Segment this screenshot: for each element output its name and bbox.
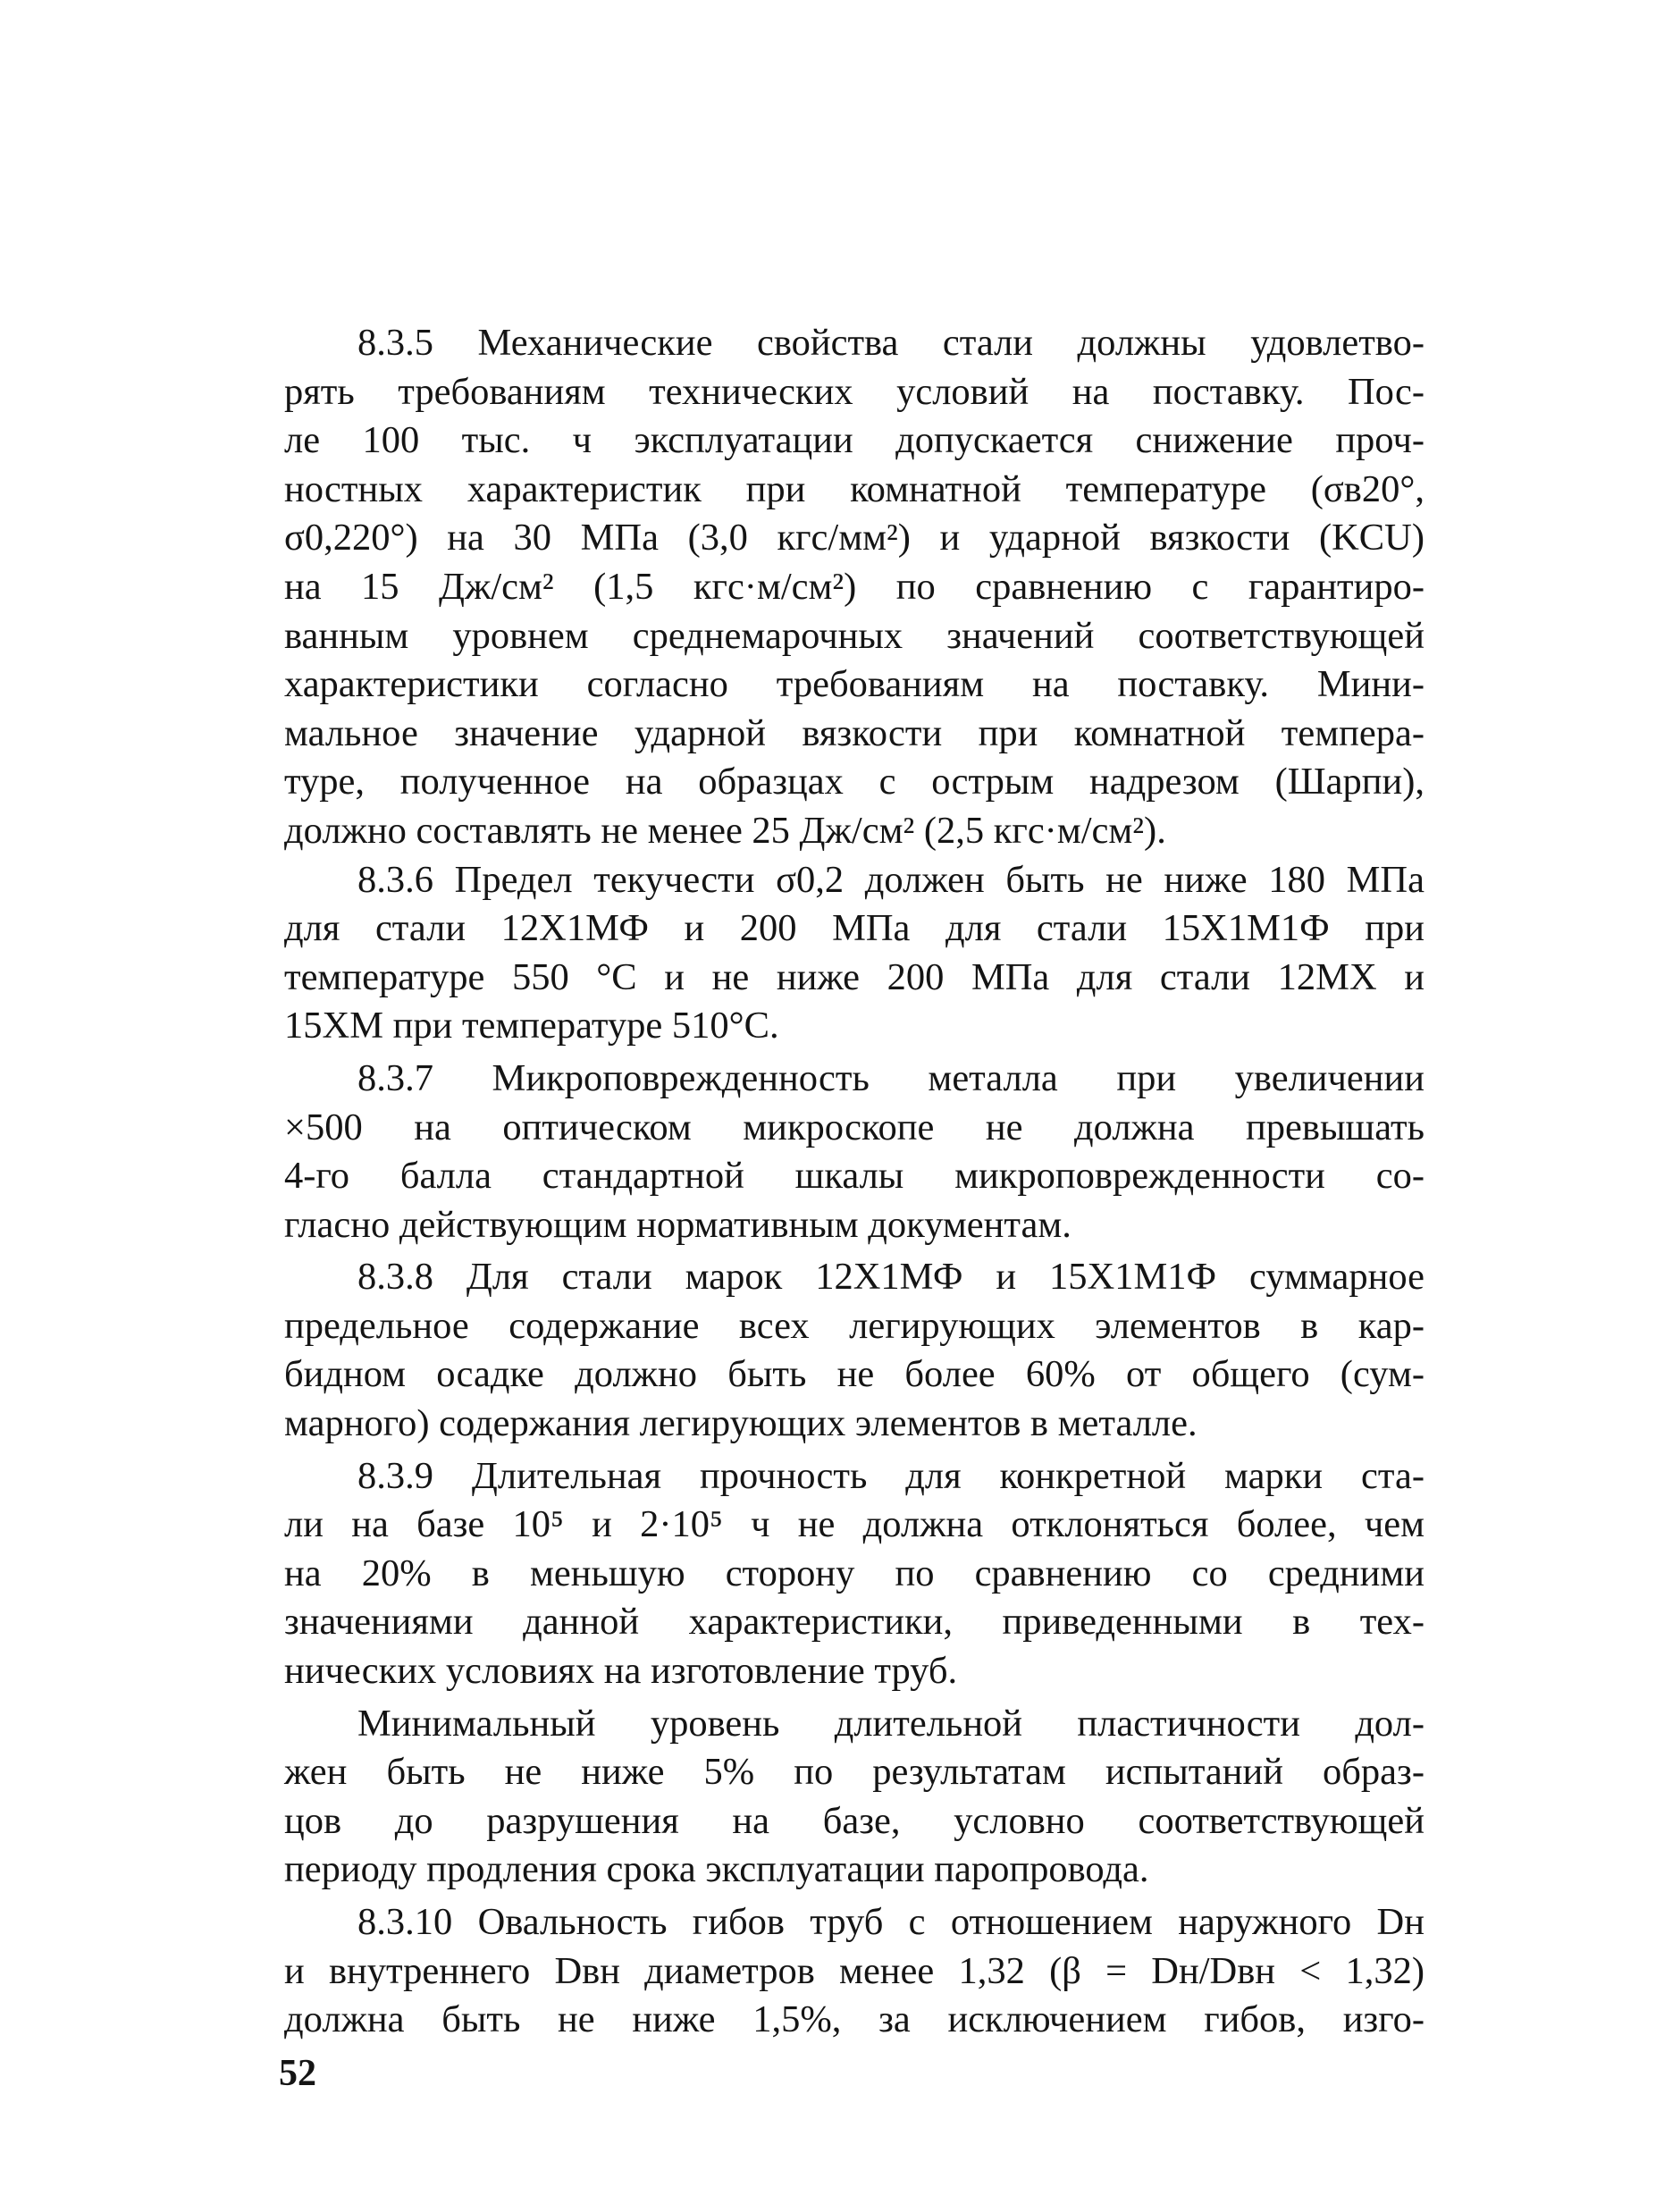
body-text (284, 319, 1424, 2048)
text-line: должна быть не ниже 1,5%, за исключением гибов, изго- (284, 1998, 1424, 2041)
text-line: 4-го балла стандартной шкалы микроповрежденности со- (284, 1155, 1424, 1198)
text-line: должно составлять не менее 25 Дж/см² (2,5 кгс·м/см²). (284, 809, 1166, 852)
text-line: рять требованиям технических условий на поставку. Пос- (284, 370, 1424, 413)
text-line: ле 100 тыс. ч эксплуатации допускается снижение проч- (284, 419, 1424, 462)
text-line: и внутреннего Dвн диаметров менее 1,32 (β = Dн/Dвн < 1,32) (284, 1949, 1424, 1992)
text-line: 8.3.6 Предел текучести σ0,2 должен быть не ниже 180 МПа (357, 858, 1424, 901)
text-line: характеристики согласно требованиям на поставку. Мини- (284, 663, 1424, 706)
text-line: на 15 Дж/см² (1,5 кгс·м/см²) по сравнению с гарантиро- (284, 565, 1424, 608)
text-line: 15ХМ при температуре 510°С. (284, 1005, 779, 1047)
text-line: 8.3.10 Овальность гибов труб с отношением наружного Dн (357, 1901, 1424, 1943)
text-line: ванным уровнем среднемарочных значений соответствующей (284, 614, 1424, 657)
text-line: нических условиях на изготовление труб. (284, 1650, 958, 1693)
paragraph-8-3-10 (284, 1898, 1424, 2045)
text-line: 8.3.5 Механические свойства стали должны удовлетво- (357, 322, 1424, 364)
text-line: предельное содержание всех легирующих элементов в кар- (284, 1304, 1424, 1347)
paragraph-8-3-7 (284, 1055, 1424, 1249)
text-line: значениями данной характеристики, приведенными в тех- (284, 1601, 1424, 1644)
text-line: бидном осадке должно быть не более 60% от общего (сум- (284, 1353, 1424, 1396)
paragraph-8-3-9-continued (284, 1700, 1424, 1895)
text-line: 8.3.9 Длительная прочность для конкретной марки ста- (357, 1454, 1424, 1497)
text-line: марного) содержания легирующих элементов в металле. (284, 1402, 1198, 1445)
text-line: Минимальный уровень длительной пластичности дол- (357, 1702, 1424, 1745)
text-line: σ0,220°) на 30 МПа (3,0 кгс/мм²) и ударной вязкости (KCU) (284, 517, 1424, 559)
text-line: 8.3.8 Для стали марок 12Х1МФ и 15Х1М1Ф суммарное (357, 1256, 1424, 1299)
text-line: температуре 550 °С и не ниже 200 МПа для стали 12МХ и (284, 955, 1424, 998)
text-line: на 20% в меньшую сторону по сравнению со средними (284, 1552, 1424, 1594)
text-line: жен быть не ниже 5% по результатам испытаний образ- (284, 1751, 1424, 1794)
text-line: туре, полученное на образцах с острым надрезом (Шарпи), (284, 761, 1424, 803)
text-line: ×500 на оптическом микроскопе не должна превышать (284, 1106, 1424, 1148)
text-line: ностных характеристик при комнатной температуре (σв20°, (284, 467, 1424, 510)
paragraph-8-3-5 (284, 319, 1424, 856)
text-line: периоду продления срока эксплуатации паропровода. (284, 1848, 1149, 1891)
text-line: гласно действующим нормативным документам. (284, 1203, 1072, 1246)
text-line: 8.3.7 Микроповрежденность металла при увеличении (357, 1056, 1424, 1099)
paragraph-8-3-6 (284, 856, 1424, 1051)
text-line: мальное значение ударной вязкости при комнатной темпера- (284, 711, 1424, 754)
text-line: для стали 12Х1МФ и 200 МПа для стали 15Х1М1Ф при (284, 907, 1424, 950)
page-number: 52 (279, 2053, 316, 2094)
text-line: цов до разрушения на базе, условно соответствующей (284, 1799, 1424, 1842)
paragraph-8-3-8 (284, 1253, 1424, 1448)
text-line: ли на базе 10⁵ и 2·10⁵ ч не должна отклоняться более, чем (284, 1503, 1424, 1546)
paragraph-8-3-9 (284, 1452, 1424, 1696)
